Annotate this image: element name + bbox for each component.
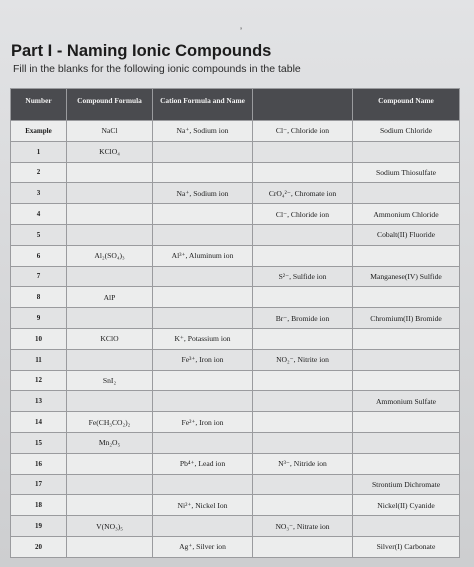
compound-formula-cell[interactable] — [67, 536, 153, 557]
compound-name-cell[interactable] — [353, 370, 460, 391]
cation-cell[interactable]: Ni²⁺, Nickel Ion — [153, 495, 253, 516]
number-cell: 14 — [11, 412, 67, 433]
ionic-compounds-table — [10, 88, 460, 558]
table-row — [11, 328, 460, 349]
table-row — [11, 162, 460, 183]
table-row — [11, 308, 460, 329]
anion-cell[interactable]: Br⁻, Bromide ion — [253, 308, 353, 329]
table-row — [11, 391, 460, 412]
number-cell: 3 — [11, 183, 67, 204]
cation-cell[interactable] — [153, 308, 253, 329]
anion-cell[interactable] — [253, 141, 353, 162]
number-cell: 20 — [11, 536, 67, 557]
cation-cell[interactable]: Na⁺, Sodium ion — [153, 121, 253, 142]
compound-name-cell[interactable]: Nickel(II) Cyanide — [353, 495, 460, 516]
table-body — [11, 121, 460, 558]
anion-cell[interactable] — [253, 287, 353, 308]
table-row — [11, 495, 460, 516]
table-row — [11, 536, 460, 557]
anion-cell[interactable]: Cl⁻, Chloride ion — [253, 121, 353, 142]
compound-formula-cell[interactable]: Mn₂O₅ — [67, 432, 153, 453]
compound-name-cell[interactable]: Strontium Dichromate — [353, 474, 460, 495]
compound-name-cell[interactable] — [353, 328, 460, 349]
anion-cell[interactable]: Cl⁻, Chloride ion — [253, 204, 353, 225]
compound-name-cell[interactable]: Cobalt(II) Fluoride — [353, 224, 460, 245]
anion-cell[interactable]: NO₂⁻, Nitrite ion — [253, 349, 353, 370]
number-cell: 17 — [11, 474, 67, 495]
table-row — [11, 412, 460, 433]
anion-cell[interactable]: NO₃⁻, Nitrate ion — [253, 516, 353, 537]
number-cell: 7 — [11, 266, 67, 287]
compound-formula-cell[interactable] — [67, 474, 153, 495]
anion-cell[interactable] — [253, 162, 353, 183]
cation-cell[interactable] — [153, 204, 253, 225]
compound-name-cell[interactable]: Ammonium Chloride — [353, 204, 460, 225]
anion-cell[interactable] — [253, 391, 353, 412]
anion-cell[interactable] — [253, 412, 353, 433]
number-cell: 8 — [11, 287, 67, 308]
cation-cell[interactable] — [153, 287, 253, 308]
compound-formula-cell[interactable]: Fe(CH₃CO₂)₂ — [67, 412, 153, 433]
anion-cell[interactable] — [253, 474, 353, 495]
table-header-row — [11, 89, 460, 121]
compound-name-cell[interactable] — [353, 349, 460, 370]
compound-name-cell[interactable] — [353, 141, 460, 162]
cation-cell[interactable]: Ag⁺, Silver ion — [153, 536, 253, 557]
compound-formula-cell[interactable] — [67, 308, 153, 329]
cation-cell[interactable] — [153, 266, 253, 287]
number-cell: 18 — [11, 495, 67, 516]
compound-formula-cell[interactable] — [67, 391, 153, 412]
number-cell: 16 — [11, 453, 67, 474]
header-compound-formula: Compound Formula — [67, 89, 153, 121]
number-cell: 13 — [11, 391, 67, 412]
compound-formula-cell[interactable]: Al₂(SO₄)₃ — [67, 245, 153, 266]
table-row — [11, 266, 460, 287]
table-row — [11, 432, 460, 453]
top-mark: ’ — [240, 26, 242, 36]
compound-name-cell[interactable]: Sodium Thiosulfate — [353, 162, 460, 183]
number-cell: 4 — [11, 204, 67, 225]
anion-cell[interactable]: N³⁻, Nitride ion — [253, 453, 353, 474]
anion-cell[interactable] — [253, 370, 353, 391]
cation-cell[interactable] — [153, 162, 253, 183]
table-row — [11, 287, 460, 308]
cation-cell[interactable]: Fe²⁺, Iron ion — [153, 412, 253, 433]
compound-name-cell[interactable] — [353, 453, 460, 474]
table-row — [11, 370, 460, 391]
compound-formula-cell[interactable] — [67, 266, 153, 287]
table-row — [11, 349, 460, 370]
number-cell: 15 — [11, 432, 67, 453]
number-cell: 19 — [11, 516, 67, 537]
cation-cell[interactable]: Fe³⁺, Iron ion — [153, 349, 253, 370]
compound-formula-cell[interactable] — [67, 453, 153, 474]
anion-cell[interactable] — [253, 328, 353, 349]
table-row — [11, 224, 460, 245]
cation-cell[interactable] — [153, 370, 253, 391]
compound-formula-cell[interactable] — [67, 349, 153, 370]
cation-cell[interactable] — [153, 516, 253, 537]
anion-cell[interactable] — [253, 495, 353, 516]
compound-name-cell[interactable]: Ammonium Sulfate — [353, 391, 460, 412]
header-compound-name: Compound Name — [353, 89, 460, 121]
compound-name-cell[interactable]: Chromium(II) Bromide — [353, 308, 460, 329]
compound-name-cell[interactable]: Sodium Chloride — [353, 121, 460, 142]
cation-cell[interactable] — [153, 432, 253, 453]
number-cell: 5 — [11, 224, 67, 245]
compound-formula-cell[interactable] — [67, 183, 153, 204]
cation-cell[interactable] — [153, 141, 253, 162]
number-cell: 11 — [11, 349, 67, 370]
compound-name-cell[interactable] — [353, 516, 460, 537]
table-row — [11, 204, 460, 225]
anion-cell[interactable] — [253, 432, 353, 453]
compound-name-cell[interactable] — [353, 183, 460, 204]
page-subtitle: Fill in the blanks for the following ionic compounds in the table — [13, 63, 301, 75]
compound-name-cell[interactable] — [353, 432, 460, 453]
cation-cell[interactable] — [153, 224, 253, 245]
table-row — [11, 245, 460, 266]
compound-formula-cell[interactable]: NaCl — [67, 121, 153, 142]
compound-name-cell[interactable]: Manganese(IV) Sulfide — [353, 266, 460, 287]
number-cell: 12 — [11, 370, 67, 391]
number-cell: 6 — [11, 245, 67, 266]
compound-formula-cell[interactable]: SnI₂ — [67, 370, 153, 391]
compound-name-cell[interactable] — [353, 245, 460, 266]
anion-cell[interactable] — [253, 224, 353, 245]
compound-formula-cell[interactable] — [67, 224, 153, 245]
table-row — [11, 121, 460, 142]
cation-cell[interactable] — [153, 391, 253, 412]
compound-formula-cell[interactable] — [67, 495, 153, 516]
number-cell: 10 — [11, 328, 67, 349]
header-number: Number — [11, 89, 67, 121]
anion-cell[interactable]: CrO₄²⁻, Chromate ion — [253, 183, 353, 204]
table-row — [11, 453, 460, 474]
table-row — [11, 516, 460, 537]
number-cell: Example — [11, 121, 67, 142]
anion-cell[interactable] — [253, 245, 353, 266]
number-cell: 1 — [11, 141, 67, 162]
compound-name-cell[interactable] — [353, 287, 460, 308]
compound-formula-cell[interactable]: V(NO₃)₅ — [67, 516, 153, 537]
compound-formula-cell[interactable] — [67, 162, 153, 183]
number-cell: 2 — [11, 162, 67, 183]
cation-cell[interactable]: K⁺, Potassium ion — [153, 328, 253, 349]
table-row — [11, 183, 460, 204]
table-row — [11, 141, 460, 162]
cation-cell[interactable]: Pb⁴⁺, Lead ion — [153, 453, 253, 474]
compound-formula-cell[interactable]: KClO — [67, 328, 153, 349]
header-cation-formula-name: Cation Formula and Name — [153, 89, 253, 121]
number-cell: 9 — [11, 308, 67, 329]
cation-cell[interactable]: Na⁺, Sodium ion — [153, 183, 253, 204]
cation-cell[interactable] — [153, 474, 253, 495]
compound-name-cell[interactable] — [353, 412, 460, 433]
compound-name-cell[interactable]: Silver(I) Carbonate — [353, 536, 460, 557]
page-title: Part I - Naming Ionic Compounds — [11, 42, 272, 60]
compound-formula-cell[interactable] — [67, 204, 153, 225]
cation-cell[interactable]: Al³⁺, Aluminum ion — [153, 245, 253, 266]
anion-cell[interactable]: S²⁻, Sulfide ion — [253, 266, 353, 287]
compound-formula-cell[interactable]: AlP — [67, 287, 153, 308]
header-anion-column — [253, 89, 353, 121]
table-row — [11, 474, 460, 495]
anion-cell[interactable] — [253, 536, 353, 557]
compound-formula-cell[interactable]: KClO₄ — [67, 141, 153, 162]
